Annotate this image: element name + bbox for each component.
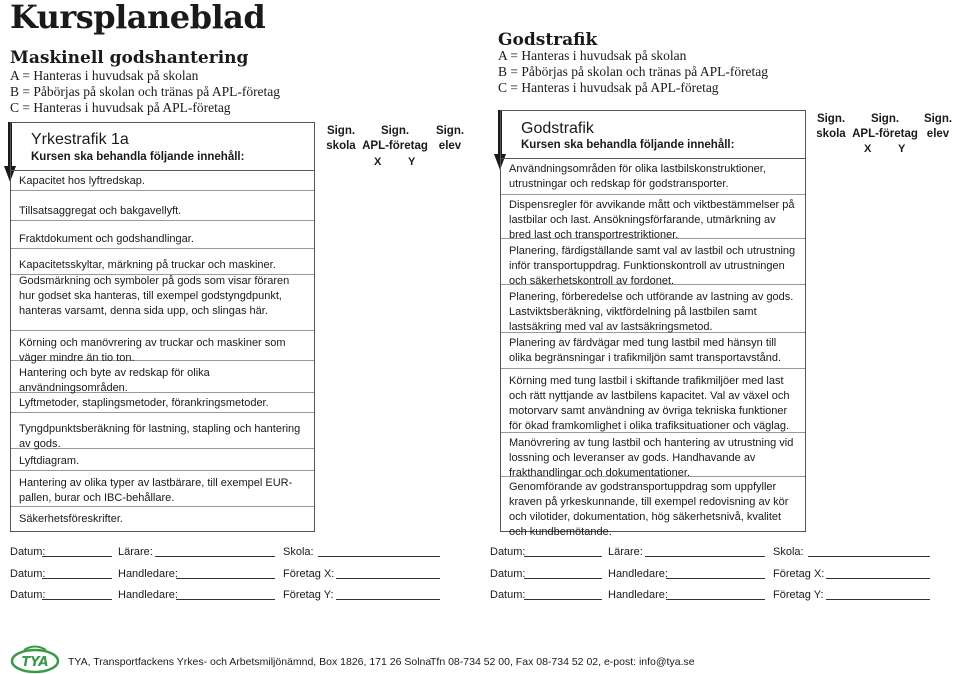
logo-text: TYA [21,655,49,670]
content-row [11,333,314,364]
content-row-text: Fraktdokument och godshandlingar. [19,233,194,245]
left-course-subtitle: Kursen ska behandla följande innehåll: [31,151,245,163]
content-row [501,195,805,239]
right-sign-apl-header: Sign. APL-företag [852,113,918,140]
content-row-text: Hantering och byte av redskap för olika användningsområden. [19,367,210,394]
legend-a: A = Hanteras i huvudsak på skolan [498,48,687,63]
right-legend [498,48,768,96]
right-course-header [501,111,805,159]
content-row-text: Kapacitet hos lyftredskap. [19,175,145,187]
footer-contact: Tfn 08-734 52 00, Fax 08-734 52 02, e-post: info@tya.se [430,656,695,668]
content-row [501,433,805,477]
date-label: Datum: [490,568,526,580]
school-field[interactable] [808,556,930,557]
tya-logo [10,644,60,674]
content-row [11,229,314,249]
company-y-label: Företag Y: [773,589,824,601]
date-label: Datum: [490,589,526,601]
legend-b: B = Påbörjas på skolan och tränas på APL-företag [498,64,769,79]
supervisor-field[interactable] [666,599,765,600]
date-field[interactable] [524,556,602,557]
left-course-title: Yrkestrafik 1a [31,131,129,148]
content-row-text: Kapacitetsskyltar, märkning på truckar och maskiner. [19,259,276,271]
right-sign-skola-header: Sign. skola [816,113,846,140]
content-row [11,393,314,413]
company-y-field[interactable] [336,599,440,600]
date-label: Datum: [10,589,46,601]
date-label: Datum: [10,546,46,558]
left-sign-y: Y [408,156,416,168]
date-field[interactable] [42,599,112,600]
supervisor-label: Handledare: [608,589,668,601]
content-row [11,451,314,471]
company-x-field[interactable] [336,578,440,579]
content-row-text: Lyftmetoder, staplingsmetoder, förankringsmetoder. [19,397,269,409]
school-label: Skola: [283,546,314,558]
teacher-label: Lärare: [608,546,643,558]
content-row [11,171,314,191]
content-row [501,287,805,333]
legend-a: A = Hanteras i huvudsak på skolan [10,68,199,83]
right-sign-elev-header: Sign. elev [923,113,953,140]
supervisor-field[interactable] [666,578,765,579]
content-row-text: Lyftdiagram. [19,455,80,467]
left-sign-elev-header: Sign. elev [435,125,465,152]
content-row [501,333,805,369]
content-row [501,477,805,538]
content-row [11,473,314,507]
teacher-label: Lärare: [118,546,153,558]
supervisor-label: Handledare: [118,568,178,580]
right-course-subtitle: Kursen ska behandla följande innehåll: [521,139,735,151]
content-row-text: Hantering av olika typer av lastbärare, till exempel EUR-pallen, burar och IBC-behållare. [19,477,293,504]
content-row [11,363,314,393]
content-row-text: Planering, förberedelse och utförande av lastning av gods. Lastviktsberäkning, viktfördelning på lastbilen samt lastsäkring med val av lastsäkringsmetod. [509,291,794,333]
content-row-text: Körning och manövrering av truckar och maskiner som väger mindre än tio ton. [19,337,286,364]
school-label: Skola: [773,546,804,558]
content-row [11,509,314,533]
company-x-label: Företag X: [283,568,335,580]
right-sign-y: Y [898,143,906,155]
content-row-text: Manövrering av tung lastbil och hantering av utrustning vid lossning och leveranser av gods. Handhavande av frakthandlingar och dokumentationer. [509,437,794,479]
left-sign-apl-header: Sign. APL-företag [362,125,428,152]
footer-address: TYA, Transportfackens Yrkes- och Arbetsmiljönämnd, Box 1826, 171 26 Solna [68,656,432,668]
supervisor-field[interactable] [176,578,275,579]
content-row-text: Tyngdpunktsberäkning för lastning, stapling och hantering av gods. [19,423,301,450]
supervisor-label: Handledare: [118,589,178,601]
left-sign-x: X [374,156,382,168]
date-field[interactable] [42,578,112,579]
legend-c: C = Hanteras i huvudsak på APL-företag [10,100,231,115]
date-label: Datum: [490,546,526,558]
content-row-text: Tillsatsaggregat och bakgavellyft. [19,205,182,217]
teacher-field[interactable] [155,556,275,557]
content-row [501,159,805,195]
company-y-label: Företag Y: [283,589,334,601]
content-row-text: Användningsområden för olika lastbilskonstruktioner, utrustningar och redskap för godstransporter. [509,163,766,190]
left-section-title: Maskinell godshantering [10,48,249,68]
date-field[interactable] [524,599,602,600]
content-row-text: Körning med tung lastbil i skiftande trafikmiljöer med last och rätt nyttjande av lastbilens kapacitet. Val av växel och motorvarv samt användning av övriga tekniska funktioner för ökad framkomlighet i olika trafiksituationer och väglag. [509,375,790,432]
school-field[interactable] [318,556,440,557]
content-row [11,271,314,331]
left-sign-skola-header: Sign. skola [326,125,356,152]
teacher-field[interactable] [645,556,765,557]
content-row-text: Säkerhetsföreskrifter. [19,513,123,525]
content-row [11,419,314,449]
content-row [501,241,805,285]
date-label: Datum: [10,568,46,580]
company-y-field[interactable] [826,599,930,600]
date-field[interactable] [42,556,112,557]
content-row-text: Planering, färdigställande samt val av lastbil och utrustning inför transportuppdrag. Funktionskontroll av utrustningen och säkerhetskontroll av fordonet. [509,245,796,287]
legend-c: C = Hanteras i huvudsak på APL-företag [498,80,719,95]
date-field[interactable] [524,578,602,579]
company-x-label: Företag X: [773,568,825,580]
content-row-text: Planering av färdvägar med tung lastbil med hänsyn till olika begränsningar i trafikmiljön samt transportavstånd. [509,337,782,364]
page-title: Kursplaneblad [10,0,266,36]
company-x-field[interactable] [826,578,930,579]
right-course-title: Godstrafik [521,120,594,137]
content-row-text: Godsmärkning och symboler på gods som visar föraren hur godset ska hanteras, till exempel godstyngdpunkt, hanteras varsamt, denna sida upp, och slingas här. [19,275,290,317]
right-course-panel [500,110,806,538]
left-legend [10,68,280,116]
supervisor-field[interactable] [176,599,275,600]
left-course-header [11,123,314,171]
legend-b: B = Påbörjas på skolan och tränas på APL-företag [10,84,281,99]
right-sign-x: X [864,143,872,155]
right-section-title: Godstrafik [498,30,598,50]
content-row [501,371,805,433]
supervisor-label: Handledare: [608,568,668,580]
left-course-panel [10,122,315,532]
content-row-text: Dispensregler för avvikande mått och viktbestämmelser på lastbilar och last. Ansökningsförfarande, utmärkning av bred last och transportrestriktioner. [509,199,795,241]
content-row [11,201,314,221]
content-row-text: Genomförande av godstransportuppdrag som uppfyller kraven på yrkeskunnande, till exempel redovisning av kör och vilotider, dokumentation, hög säkerhetsnivå, kvalitet och kundbemötande. [509,481,789,538]
